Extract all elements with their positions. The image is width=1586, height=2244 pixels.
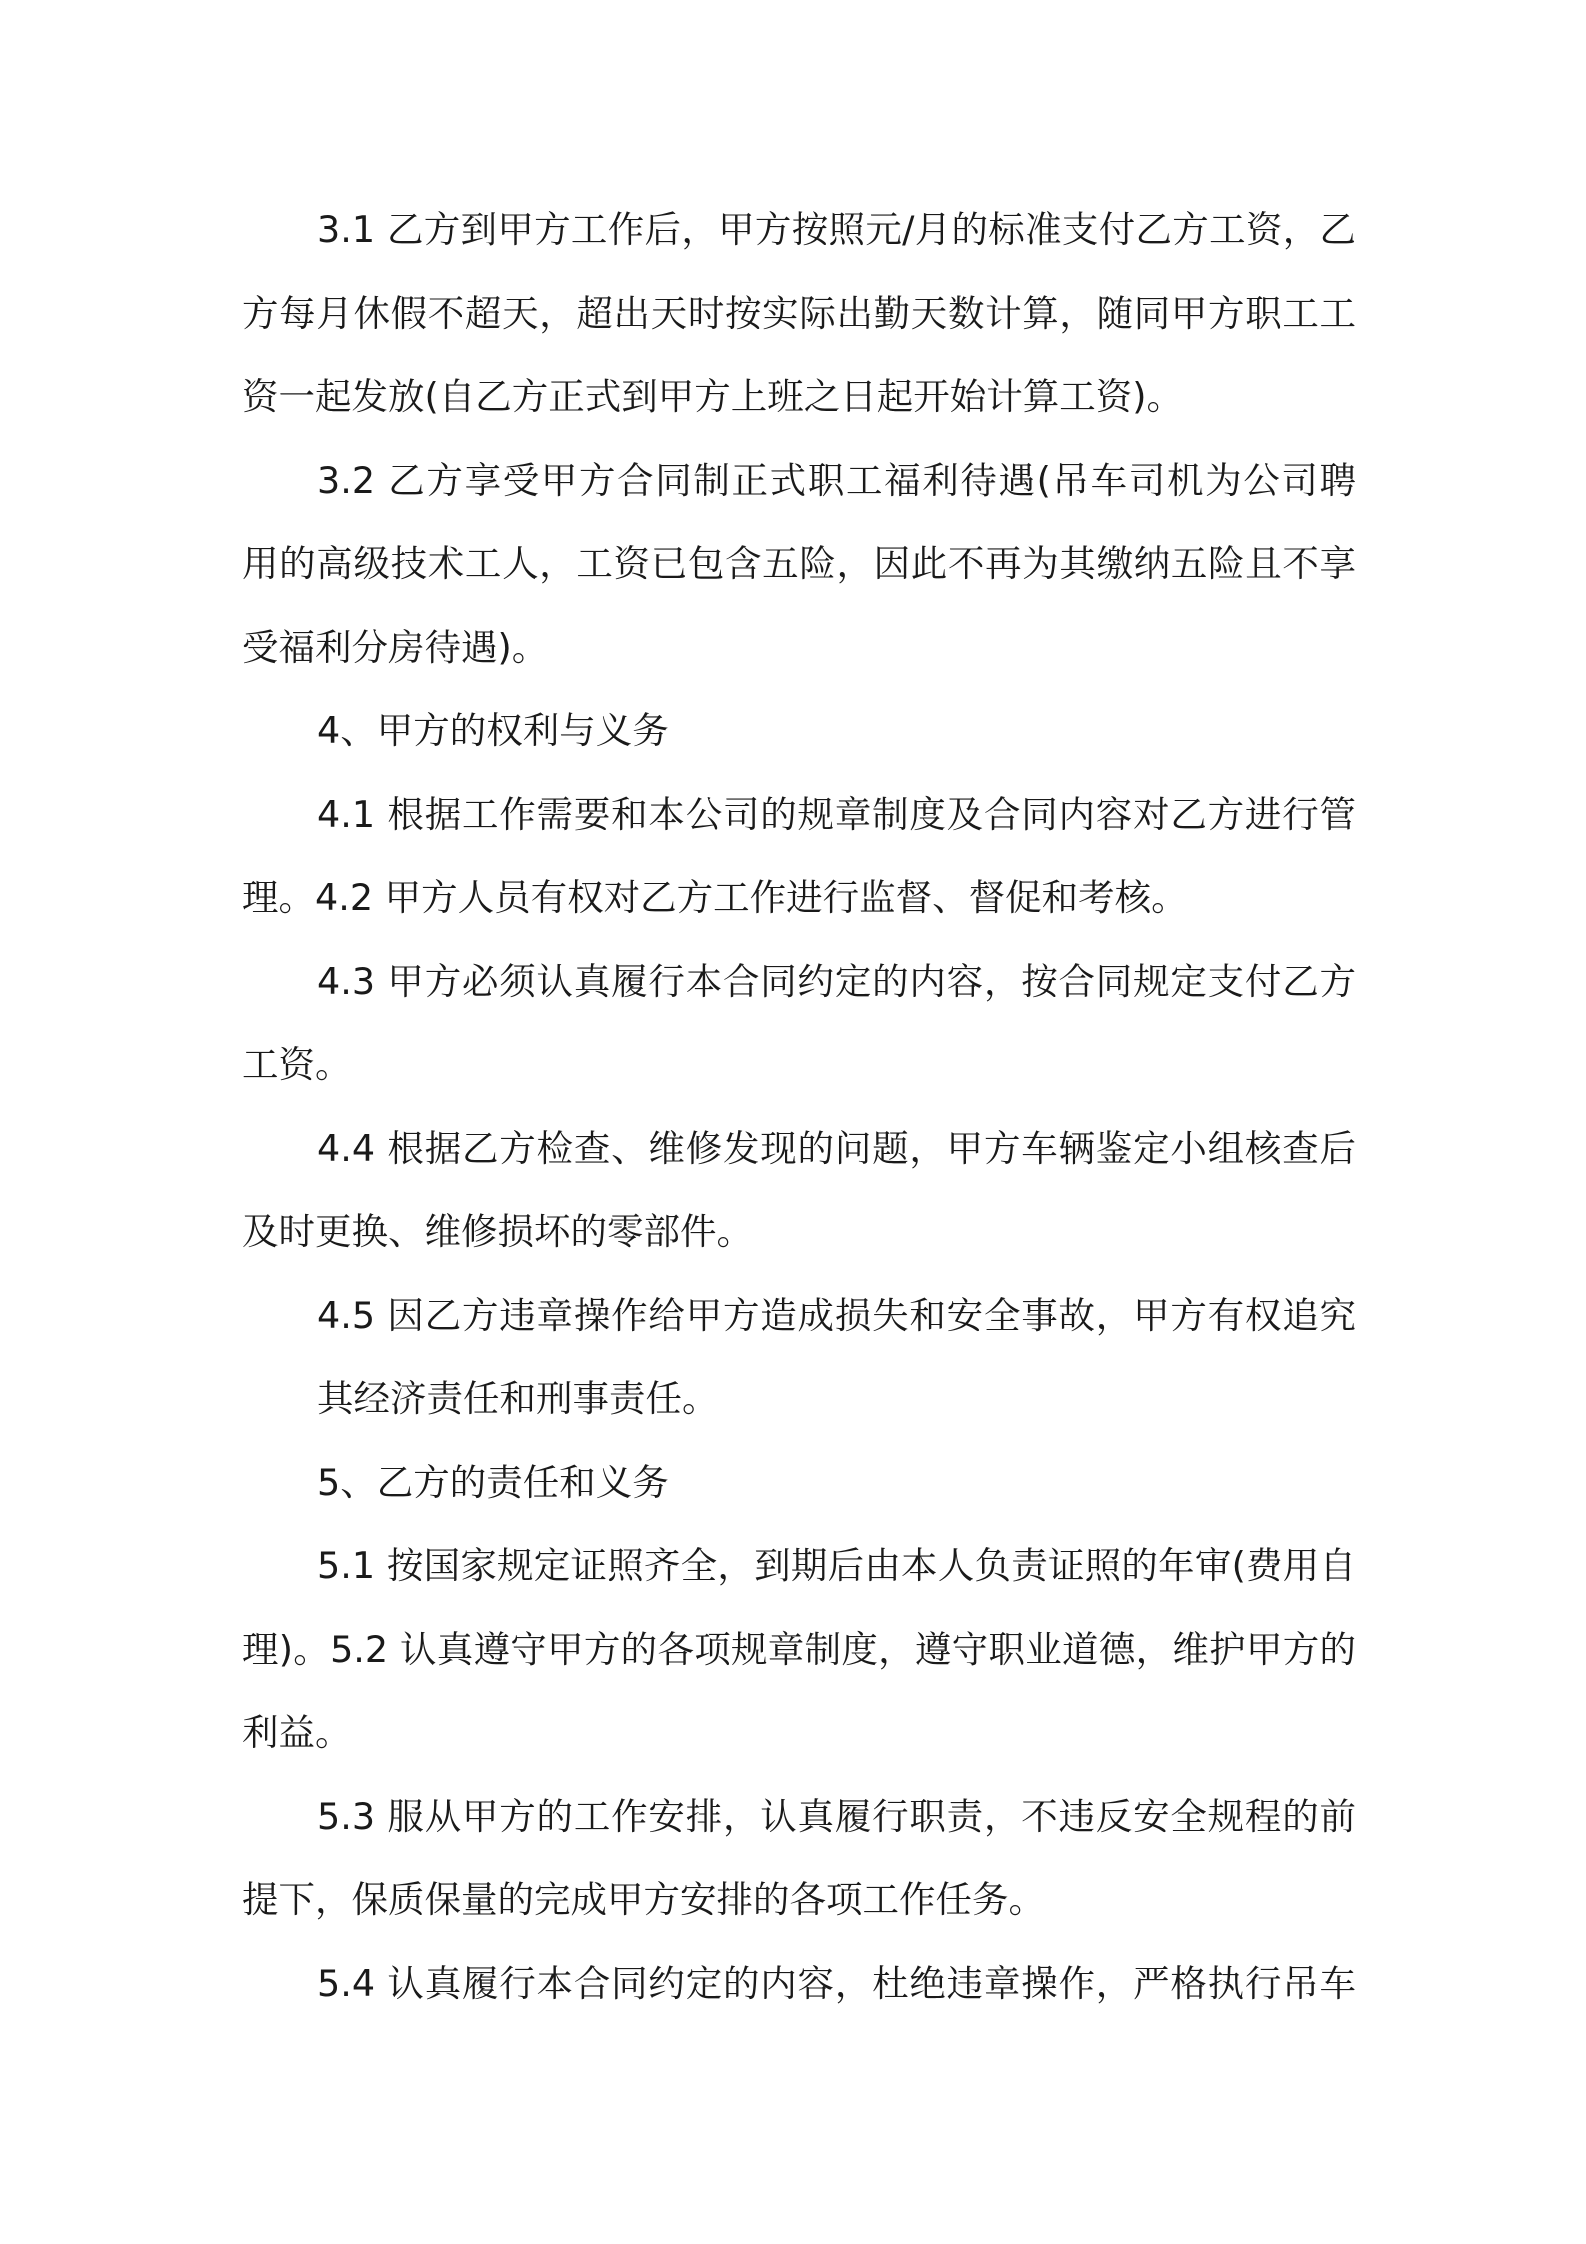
clause-3-2 <box>242 439 1356 690</box>
paragraph-line: 5.3 服从甲方的工作安排，认真履行职责，不违反安全规程的前 <box>317 1794 1356 1838</box>
clause-5-4 <box>242 1942 1356 2026</box>
paragraph-line: 4.4 根据乙方检查、维修发现的问题，甲方车辆鉴定小组核查后 <box>317 1126 1356 1170</box>
section-heading-4 <box>242 689 1356 773</box>
paragraph-line: 5.1 按国家规定证照齐全，到期后由本人负责证照的年审(费用自 <box>317 1544 1356 1587</box>
section-heading: 4、甲方的权利与义务 <box>317 709 669 752</box>
paragraph-line: 提下，保质保量的完成甲方安排的各项工作任务。 <box>242 1878 1045 1921</box>
paragraph-line: 受福利分房待遇)。 <box>242 625 549 669</box>
clause-5-1 <box>242 1524 1356 1775</box>
paragraph-line: 利益。 <box>242 1711 352 1754</box>
paragraph-line: 3.1 乙方到甲方工作后，甲方按照元/月的标准支付乙方工资，乙 <box>317 208 1356 251</box>
paragraph-line: 其经济责任和刑事责任。 <box>317 1377 719 1420</box>
paragraph-line: 方每月休假不超天，超出天时按实际出勤天数计算，随同甲方职工工 <box>242 291 1356 335</box>
clause-4-5 <box>242 1274 1356 1441</box>
paragraph-line: 4.1 根据工作需要和本公司的规章制度及合同内容对乙方进行管 <box>317 792 1356 836</box>
paragraph-line: 资一起发放(自乙方正式到甲方上班之日起开始计算工资)。 <box>242 375 1183 418</box>
document-body <box>242 188 1356 2025</box>
clause-4-1 <box>242 773 1356 940</box>
paragraph-line: 4.5 因乙方违章操作给甲方造成损失和安全事故，甲方有权追究 <box>317 1293 1356 1337</box>
paragraph-line: 理。4.2 甲方人员有权对乙方工作进行监督、督促和考核。 <box>242 876 1188 919</box>
paragraph-line: 及时更换、维修损坏的零部件。 <box>242 1210 753 1253</box>
paragraph-line: 工资。 <box>242 1043 352 1086</box>
section-heading: 5、乙方的责任和义务 <box>317 1460 669 1504</box>
section-heading-5 <box>242 1441 1356 1525</box>
clause-5-3 <box>242 1775 1356 1942</box>
clause-3-1 <box>242 188 1356 439</box>
paragraph-line: 用的高级技术工人，工资已包含五险，因此不再为其缴纳五险且不享 <box>242 542 1356 585</box>
clause-4-4 <box>242 1107 1356 1274</box>
paragraph-line: 5.4 认真履行本合同约定的内容，杜绝违章操作，严格执行吊车 <box>317 1961 1356 2005</box>
clause-4-3 <box>242 940 1356 1107</box>
paragraph-line: 3.2 乙方享受甲方合同制正式职工福利待遇(吊车司机为公司聘 <box>317 458 1356 502</box>
paragraph-line: 4.3 甲方必须认真履行本合同约定的内容，按合同规定支付乙方 <box>317 959 1356 1003</box>
paragraph-line: 理)。5.2 认真遵守甲方的各项规章制度，遵守职业道德，维护甲方的 <box>242 1627 1356 1671</box>
